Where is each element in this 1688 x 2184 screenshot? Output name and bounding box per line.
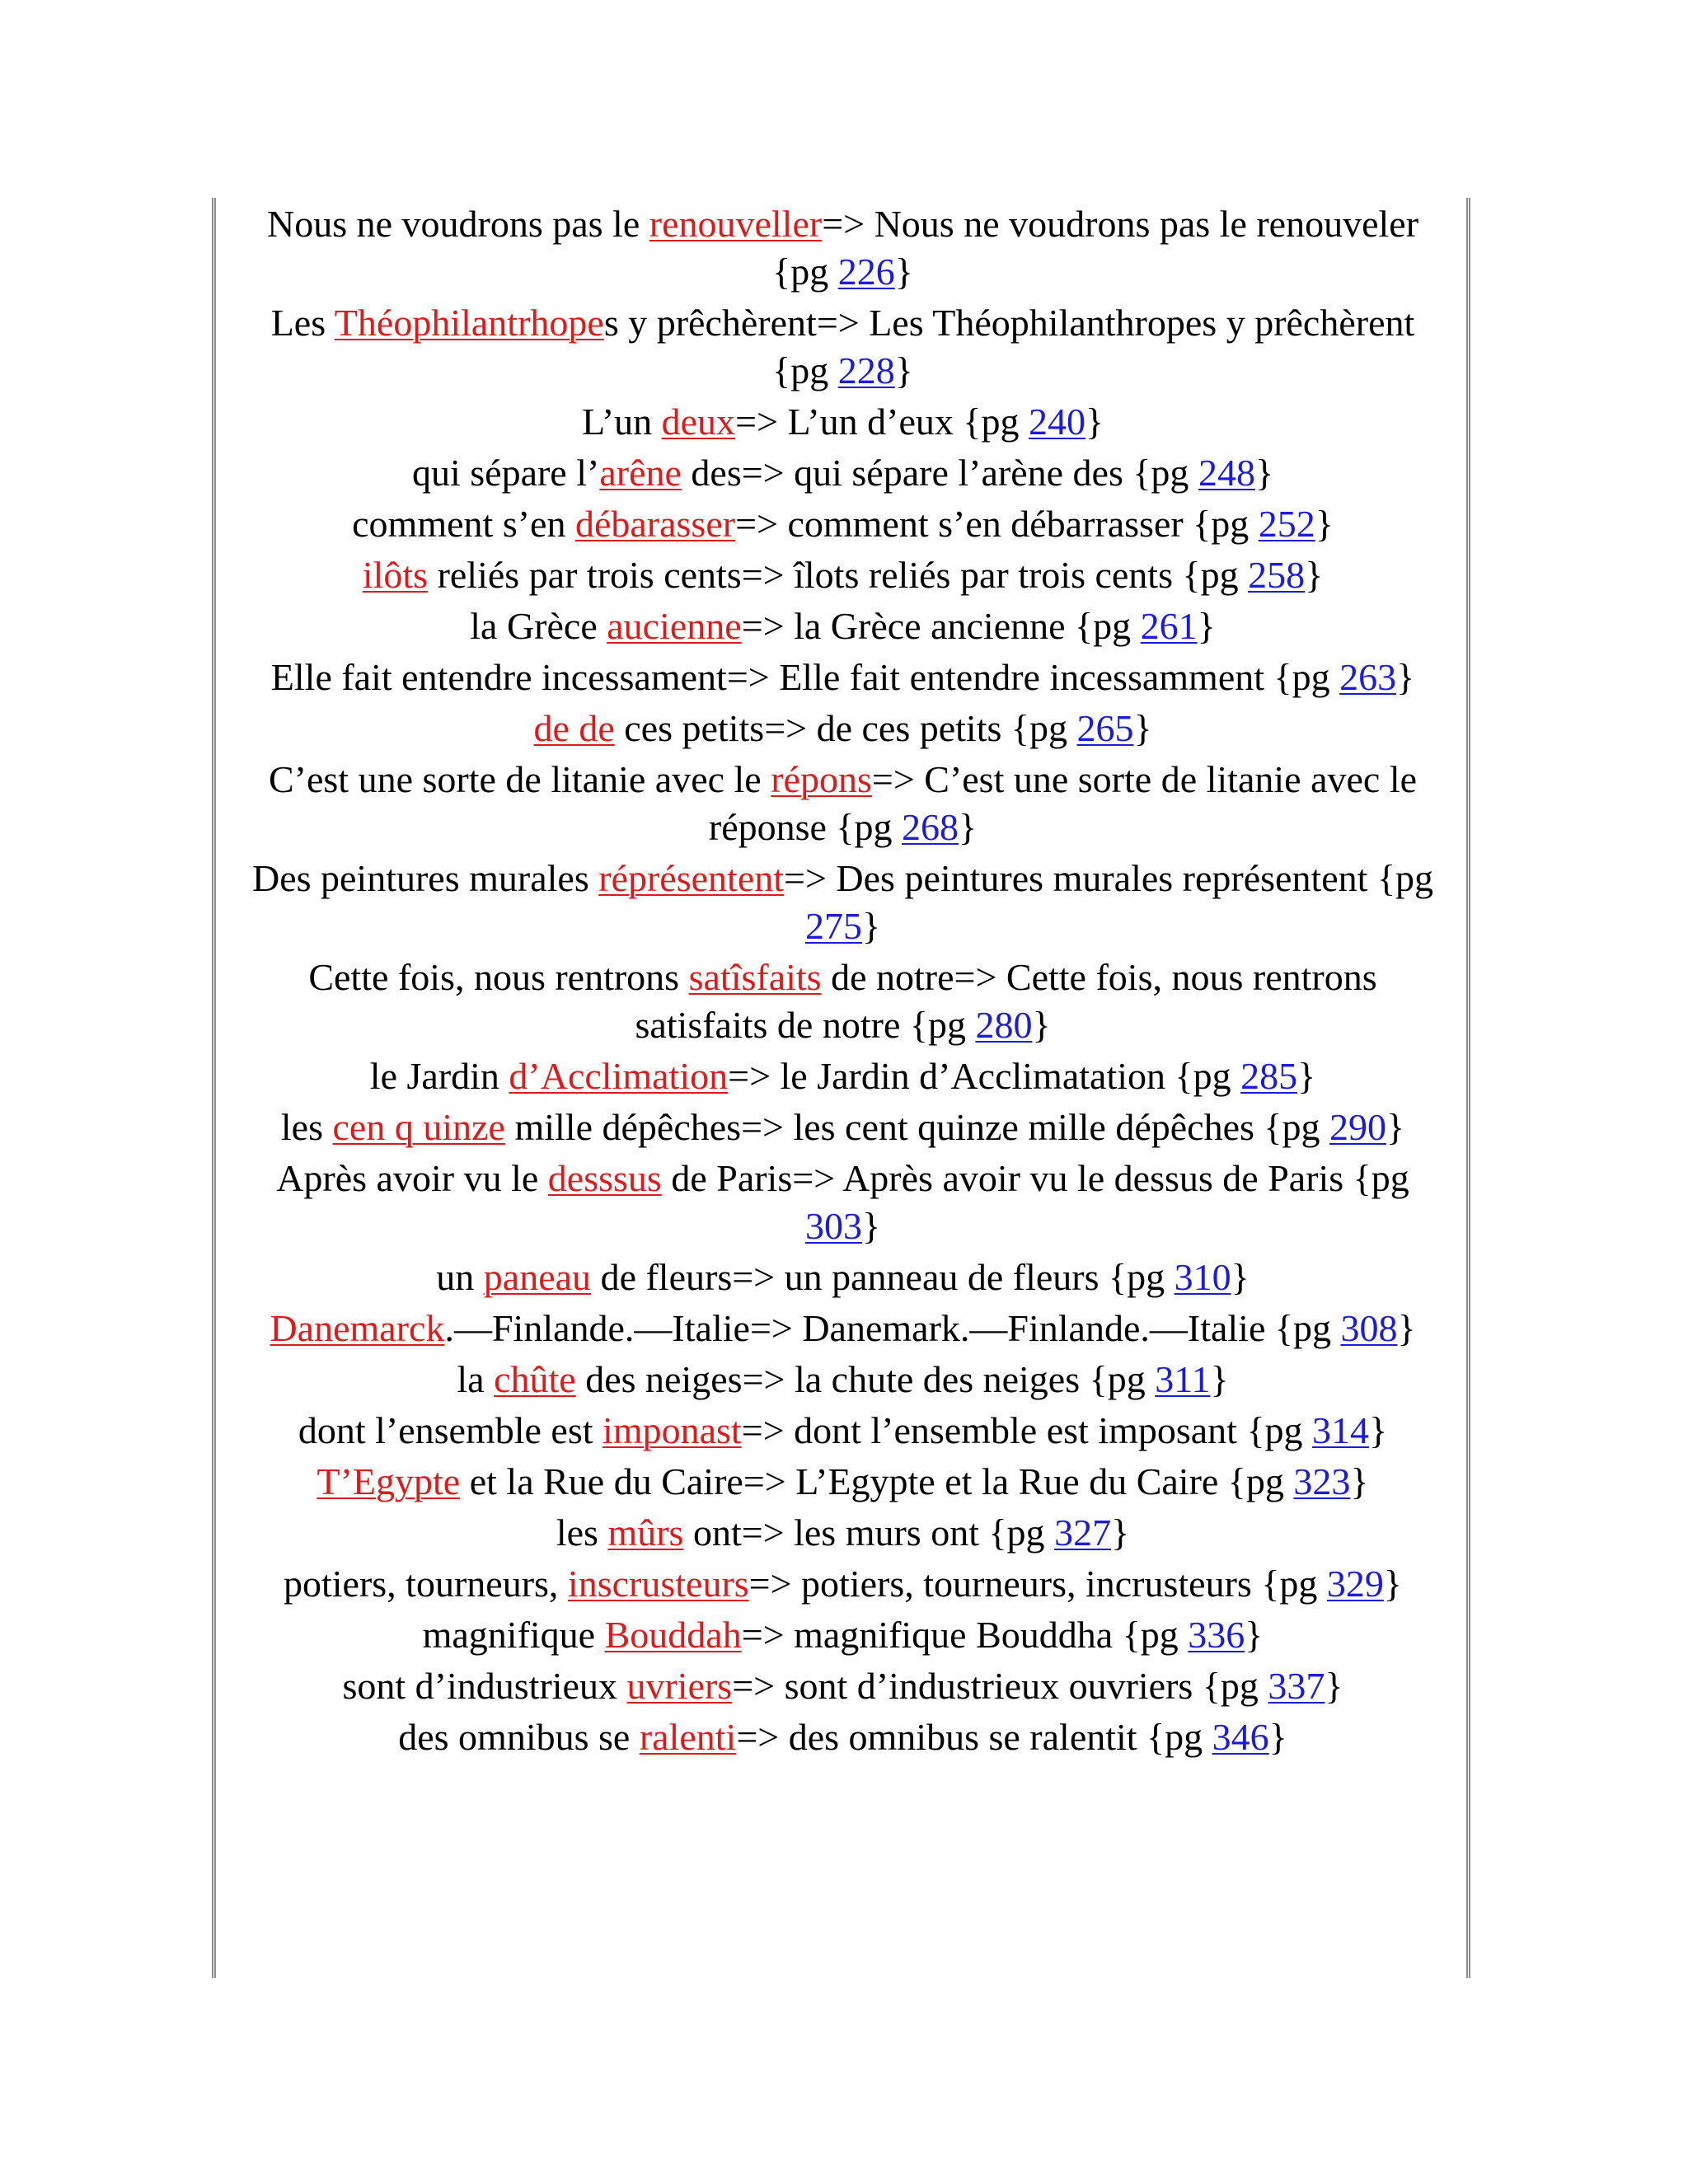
correction-text: => Elle fait entendre incessamment {pg [726,656,1340,698]
original-text: de notre [821,956,954,998]
correction-text: => Les Théophilanthropes y prêchèrent {pg [772,302,1415,391]
closing-brace: } [1386,1106,1405,1148]
page-link[interactable]: 240 [1028,401,1085,443]
original-text: mille dépêches [504,1106,742,1148]
page-link[interactable]: 311 [1155,1358,1211,1400]
correction-text: => dont l’ensemble est imposant {pg [741,1409,1313,1451]
original-text: un [436,1256,484,1298]
closing-brace: } [1111,1511,1130,1554]
errata-entry [247,1713,1438,1761]
original-text: la [457,1358,495,1400]
original-text: L’un [581,401,662,443]
original-text: Nous ne voudrons pas le [266,203,649,245]
original-text: et la Rue du Caire [460,1460,743,1502]
correction-text: => Nous ne voudrons pas le renouveler {pg [772,203,1419,293]
closing-brace: } [1133,707,1152,749]
original-text: potiers, tourneurs, [283,1563,568,1605]
errata-entry [247,1104,1438,1151]
correction-text: => Des peintures murales représentent {pg [784,857,1434,899]
error-highlight: répons [771,758,872,800]
errata-entry [247,551,1438,599]
original-text: les [556,1511,608,1554]
page-link[interactable]: 252 [1258,503,1315,545]
error-highlight: ilôts [362,554,429,596]
original-text: de fleurs [591,1256,733,1298]
errata-entry [247,1509,1438,1557]
page-link[interactable]: 310 [1174,1256,1231,1298]
page-link[interactable]: 327 [1054,1511,1112,1554]
page-link[interactable]: 275 [804,905,862,947]
closing-brace: } [959,806,978,848]
errata-entry [247,1254,1438,1301]
closing-brace: } [1397,1307,1416,1349]
original-text: ont [683,1511,742,1554]
closing-brace: } [1315,503,1334,545]
closing-brace: } [1085,401,1104,443]
errata-entry [247,1155,1438,1250]
page-link[interactable]: 228 [837,349,895,391]
page-link[interactable]: 303 [804,1205,862,1247]
errata-entry [247,654,1438,701]
errata-entry [247,705,1438,752]
errata-entry [247,1305,1438,1352]
page-link[interactable]: 346 [1212,1716,1269,1758]
page-link[interactable]: 258 [1248,554,1306,596]
error-highlight: paneau [483,1256,592,1298]
closing-brace: } [861,1205,881,1247]
error-highlight: uvriers [626,1665,733,1707]
page-link[interactable]: 261 [1140,605,1198,647]
correction-text: => L’un d’eux {pg [735,401,1029,443]
correction-text: => L’Egypte et la Rue du Caire {pg [743,1460,1294,1502]
error-highlight: aucienne [607,605,742,647]
error-highlight: chûte [494,1358,576,1400]
errata-entry [247,299,1438,395]
error-highlight: ralenti [639,1716,737,1758]
original-text: Les [270,302,335,344]
error-highlight: Bouddah [604,1614,742,1656]
original-text: s y prêchèrent [603,302,817,344]
correction-text: => Après avoir vu le dessus de Paris {pg [792,1157,1409,1199]
page-link[interactable]: 226 [837,251,895,293]
page-link[interactable]: 263 [1339,656,1397,698]
error-highlight: inscrusteurs [567,1563,749,1605]
errata-entry [247,200,1438,296]
original-text: sont d’industrieux [342,1665,627,1707]
correction-text: => les cent quinze mille dépêches {pg [741,1106,1329,1148]
correction-text: => les murs ont {pg [741,1511,1055,1554]
errata-entry [247,1458,1438,1506]
errata-entry [247,1052,1438,1100]
closing-brace: } [1350,1460,1369,1502]
error-highlight: imponast [603,1409,742,1451]
error-highlight: cen q uinze [332,1106,505,1148]
closing-brace: } [1231,1256,1250,1298]
original-text: des neiges [575,1358,743,1400]
correction-text: => Danemark.—Finlande.—Italie {pg [749,1307,1341,1349]
closing-brace: } [1197,605,1216,647]
original-text: magnifique [422,1614,605,1656]
closing-brace: } [1325,1665,1343,1707]
errata-entry [247,398,1438,446]
original-text: reliés par trois cents [428,554,742,596]
error-highlight: arêne [599,452,682,494]
original-text: la Grèce [470,605,607,647]
original-text: Après avoir vu le [276,1157,548,1199]
page-link[interactable]: 285 [1240,1055,1298,1097]
closing-brace: } [1305,554,1324,596]
original-text: ces petits [614,707,765,749]
error-highlight: Danemarck [270,1307,445,1349]
errata-entry [247,855,1438,950]
closing-brace: } [1297,1055,1316,1097]
errata-entry [247,602,1438,650]
correction-text: => un panneau de fleurs {pg [732,1256,1175,1298]
correction-text: => des omnibus se ralentit {pg [736,1716,1212,1758]
error-highlight: mûrs [607,1511,684,1554]
original-text: .—Finlande.—Italie [444,1307,750,1349]
errata-entry [247,1662,1438,1710]
page-link[interactable]: 323 [1293,1460,1351,1502]
correction-text: => comment s’en débarrasser {pg [735,503,1259,545]
errata-entry [247,756,1438,851]
closing-brace: } [1383,1563,1402,1605]
original-text: comment s’en [352,503,575,545]
closing-brace: } [894,251,913,293]
correction-text: => îlots reliés par trois cents {pg [741,554,1249,596]
errata-entry [247,449,1438,497]
error-highlight: d’Acclimation [509,1055,729,1097]
closing-brace: } [1369,1409,1388,1451]
original-text: les [280,1106,333,1148]
page-link[interactable]: 337 [1268,1665,1325,1707]
correction-text: => qui sépare l’arène des {pg [741,452,1198,494]
errata-entry [247,500,1438,548]
original-text: Cette fois, nous rentrons [308,956,689,998]
correction-text: => potiers, tourneurs, incrusteurs {pg [748,1563,1327,1605]
closing-brace: } [1396,656,1415,698]
errata-entry [247,1611,1438,1659]
original-text: Elle fait entendre incessament [270,656,727,698]
page-link[interactable]: 265 [1076,707,1134,749]
original-text: le Jardin [369,1055,509,1097]
original-text: de Paris [661,1157,793,1199]
page-link[interactable]: 268 [902,806,959,848]
correction-text: => la Grèce ancienne {pg [741,605,1141,647]
page-link[interactable]: 314 [1312,1409,1370,1451]
closing-brace: } [1210,1358,1229,1400]
correction-text: => Cette fois, nous rentrons satisfaits de notre {pg [635,956,1377,1046]
correction-text: => de ces petits {pg [764,707,1077,749]
original-text: des [681,452,742,494]
page-link[interactable]: 329 [1326,1563,1384,1605]
original-text: dont l’ensemble est [298,1409,603,1451]
errata-entry [247,954,1438,1049]
closing-brace: } [1268,1716,1287,1758]
error-highlight: satîsfaits [688,956,822,998]
closing-brace: } [1245,1614,1264,1656]
error-highlight: renouveller [649,203,823,245]
correction-text: => magnifique Bouddha {pg [741,1614,1189,1656]
error-highlight: Théophilantrhope [334,302,604,344]
original-text: des omnibus se [398,1716,640,1758]
correction-text: => la chute des neiges {pg [742,1358,1156,1400]
original-text: qui sépare l’ [411,452,600,494]
page-link[interactable]: 280 [975,1004,1033,1046]
errata-list [247,200,1438,1765]
correction-text: => le Jardin d’Acclimatation {pg [728,1055,1241,1097]
errata-entry [247,1560,1438,1608]
page-link[interactable]: 308 [1340,1307,1398,1349]
closing-brace: } [1254,452,1274,494]
page-link[interactable]: 336 [1188,1614,1245,1656]
page-link[interactable]: 248 [1198,452,1255,494]
original-text: C’est une sorte de litanie avec le [268,758,771,800]
closing-brace: } [894,349,913,391]
errata-entry [247,1407,1438,1455]
error-highlight: débarasser [574,503,736,545]
error-highlight: desssus [547,1157,662,1199]
closing-brace: } [1032,1004,1051,1046]
error-highlight: de de [533,707,615,749]
closing-brace: } [861,905,881,947]
correction-text: => sont d’industrieux ouvriers {pg [732,1665,1268,1707]
error-highlight: deux [661,401,736,443]
errata-entry [247,1356,1438,1404]
original-text: Des peintures murales [251,857,599,899]
error-highlight: réprésentent [598,857,785,899]
error-highlight: T’Egypte [316,1460,461,1502]
page-link[interactable]: 290 [1329,1106,1386,1148]
correction-text: => C’est une sorte de litanie avec le réponse {pg [708,758,1418,848]
